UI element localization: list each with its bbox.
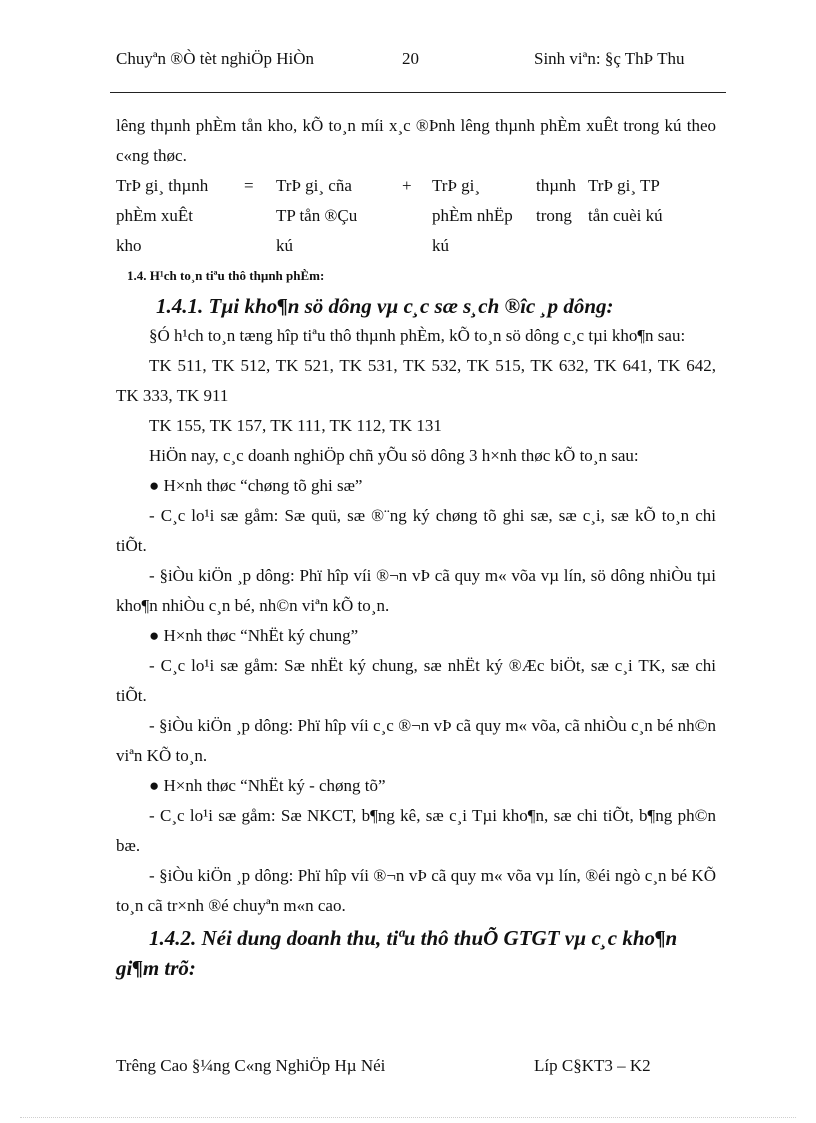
paragraph: - C¸c lo¹i sæ gåm: Sæ quü, sæ ®¨ng ký chøng tõ ghi sæ, sæ c¸i, sæ kÕ to¸n chi tiÕt. bbox=[116, 506, 716, 555]
footer-left-text: Trêng Cao §¼ng C«ng NghiÖp Hµ Néi bbox=[116, 1056, 386, 1075]
cost-formula bbox=[116, 171, 716, 261]
paragraph: - §iÒu kiÖn ¸p dông: Phï hîp víi ®¬n vÞ cã quy m« võa vµ lín, ®éi ngò c¸n bé KÕ to¸n cã tr×nh ®é chuyªn m«n cao. bbox=[116, 866, 716, 915]
formula-term-1-line-2: phÈm xuÊt bbox=[116, 206, 193, 225]
bullet-item bbox=[116, 621, 716, 651]
bullet-item bbox=[116, 771, 716, 801]
bullet-text: H×nh thøc “NhËt ký - chøng tõ” bbox=[163, 776, 386, 795]
paragraph: HiÖn nay, c¸c doanh nghiÖp chñ yÕu sö dông 3 h×nh thøc kÕ to¸n sau: bbox=[149, 446, 639, 465]
formula-term-5-line-2: tån cuèi kú bbox=[588, 206, 663, 225]
paragraph: - §iÒu kiÖn ¸p dông: Phï hîp víi c¸c ®¬n vÞ cã quy m« võa, cã nhiÒu c¸n bé nh©n viªn KÕ to¸n. bbox=[116, 716, 716, 765]
formula-term-2-line-3: kú bbox=[276, 236, 293, 255]
paragraph: - §iÒu kiÖn ¸p dông: Phï hîp víi ®¬n vÞ cã quy m« võa vµ lín, sö dông nhiÒu tµi kho¶n nhiÒu c¸n bé, nh©n viªn kÕ to¸n. bbox=[116, 566, 716, 615]
header-right-text: Sinh viªn: §ç ThÞ Thu bbox=[534, 49, 685, 68]
paragraph: - C¸c lo¹i sæ gåm: Sæ nhËt ký chung, sæ nhËt ký ®Æc biÖt, sæ c¸i TK, sæ chi tiÕt. bbox=[116, 656, 716, 705]
header-left-text: Chuyªn ®Ò tèt nghiÖp HiÒn bbox=[116, 49, 314, 68]
formula-term-3-line-3: kú bbox=[432, 236, 449, 255]
formula-term-4-line-2: trong bbox=[536, 206, 572, 225]
paragraph: - C¸c lo¹i sæ gåm: Sæ NKCT, b¶ng kê, sæ c¸i Tµi kho¶n, sæ chi tiÕt, b¶ng ph©n bæ. bbox=[116, 806, 716, 855]
formula-term-2-line-2: TP tån ®Çu bbox=[276, 206, 358, 225]
formula-term-2-line-1: TrÞ gi¸ cña bbox=[276, 176, 352, 195]
formula-term-4-line-1: thµnh bbox=[536, 176, 577, 195]
bullet-icon: ● bbox=[149, 776, 164, 795]
header-divider bbox=[110, 92, 726, 93]
formula-term-3-line-1: TrÞ gi¸ bbox=[432, 176, 481, 195]
bullet-icon: ● bbox=[149, 626, 164, 645]
section-heading-1-4-2: 1.4.2. Néi dung doanh thu, tiªu thô thuÕ GTGT vµ c¸c kho¶n gi¶m trõ: bbox=[116, 926, 678, 980]
formula-term-5-line-1: TrÞ gi¸ TP bbox=[588, 176, 660, 195]
bullet-text: H×nh thøc “chøng tõ ghi sæ” bbox=[163, 476, 363, 495]
page-bottom-divider bbox=[20, 1117, 796, 1118]
formula-term-1-line-3: kho bbox=[116, 236, 142, 255]
account-list-2: TK 155, TK 157, TK 111, TK 112, TK 131 bbox=[149, 416, 442, 435]
bullet-icon: ● bbox=[149, 476, 164, 495]
footer-right-text: Líp C§KT3 – K2 bbox=[534, 1056, 651, 1075]
page-number: 20 bbox=[402, 49, 419, 68]
paragraph: §Ó h¹ch to¸n tæng hîp tiªu thô thµnh phÈm, kÕ to¸n sö dông c¸c tµi kho¶n sau: bbox=[149, 326, 686, 345]
document-body bbox=[116, 111, 716, 983]
formula-operator-equals: = bbox=[244, 176, 254, 195]
bullet-text: H×nh thøc “NhËt ký chung” bbox=[163, 626, 359, 645]
formula-operator-plus: + bbox=[402, 176, 412, 195]
section-heading-1-4-1: 1.4.1. Tµi kho¶n sö dông vµ c¸c sæ s¸ch ®îc ¸p dông: bbox=[156, 294, 614, 318]
formula-term-3-line-2: phÈm nhËp bbox=[432, 206, 513, 225]
formula-term-1-line-1: TrÞ gi¸ thµnh bbox=[116, 176, 209, 195]
section-heading-1-4: 1.4. H¹ch to¸n tiªu thô thµnh phÈm: bbox=[127, 268, 325, 283]
paragraph: lêng thµnh phÈm tån kho, kÕ to¸n míi x¸c ®Þnh lêng thµnh phÈm xuÊt trong kú theo c«ng thøc. bbox=[116, 116, 716, 165]
account-list-1: TK 511, TK 512, TK 521, TK 531, TK 532, TK 515, TK 632, TK 641, TK 642, TK 333, TK 911 bbox=[116, 356, 716, 405]
bullet-item bbox=[116, 471, 716, 501]
